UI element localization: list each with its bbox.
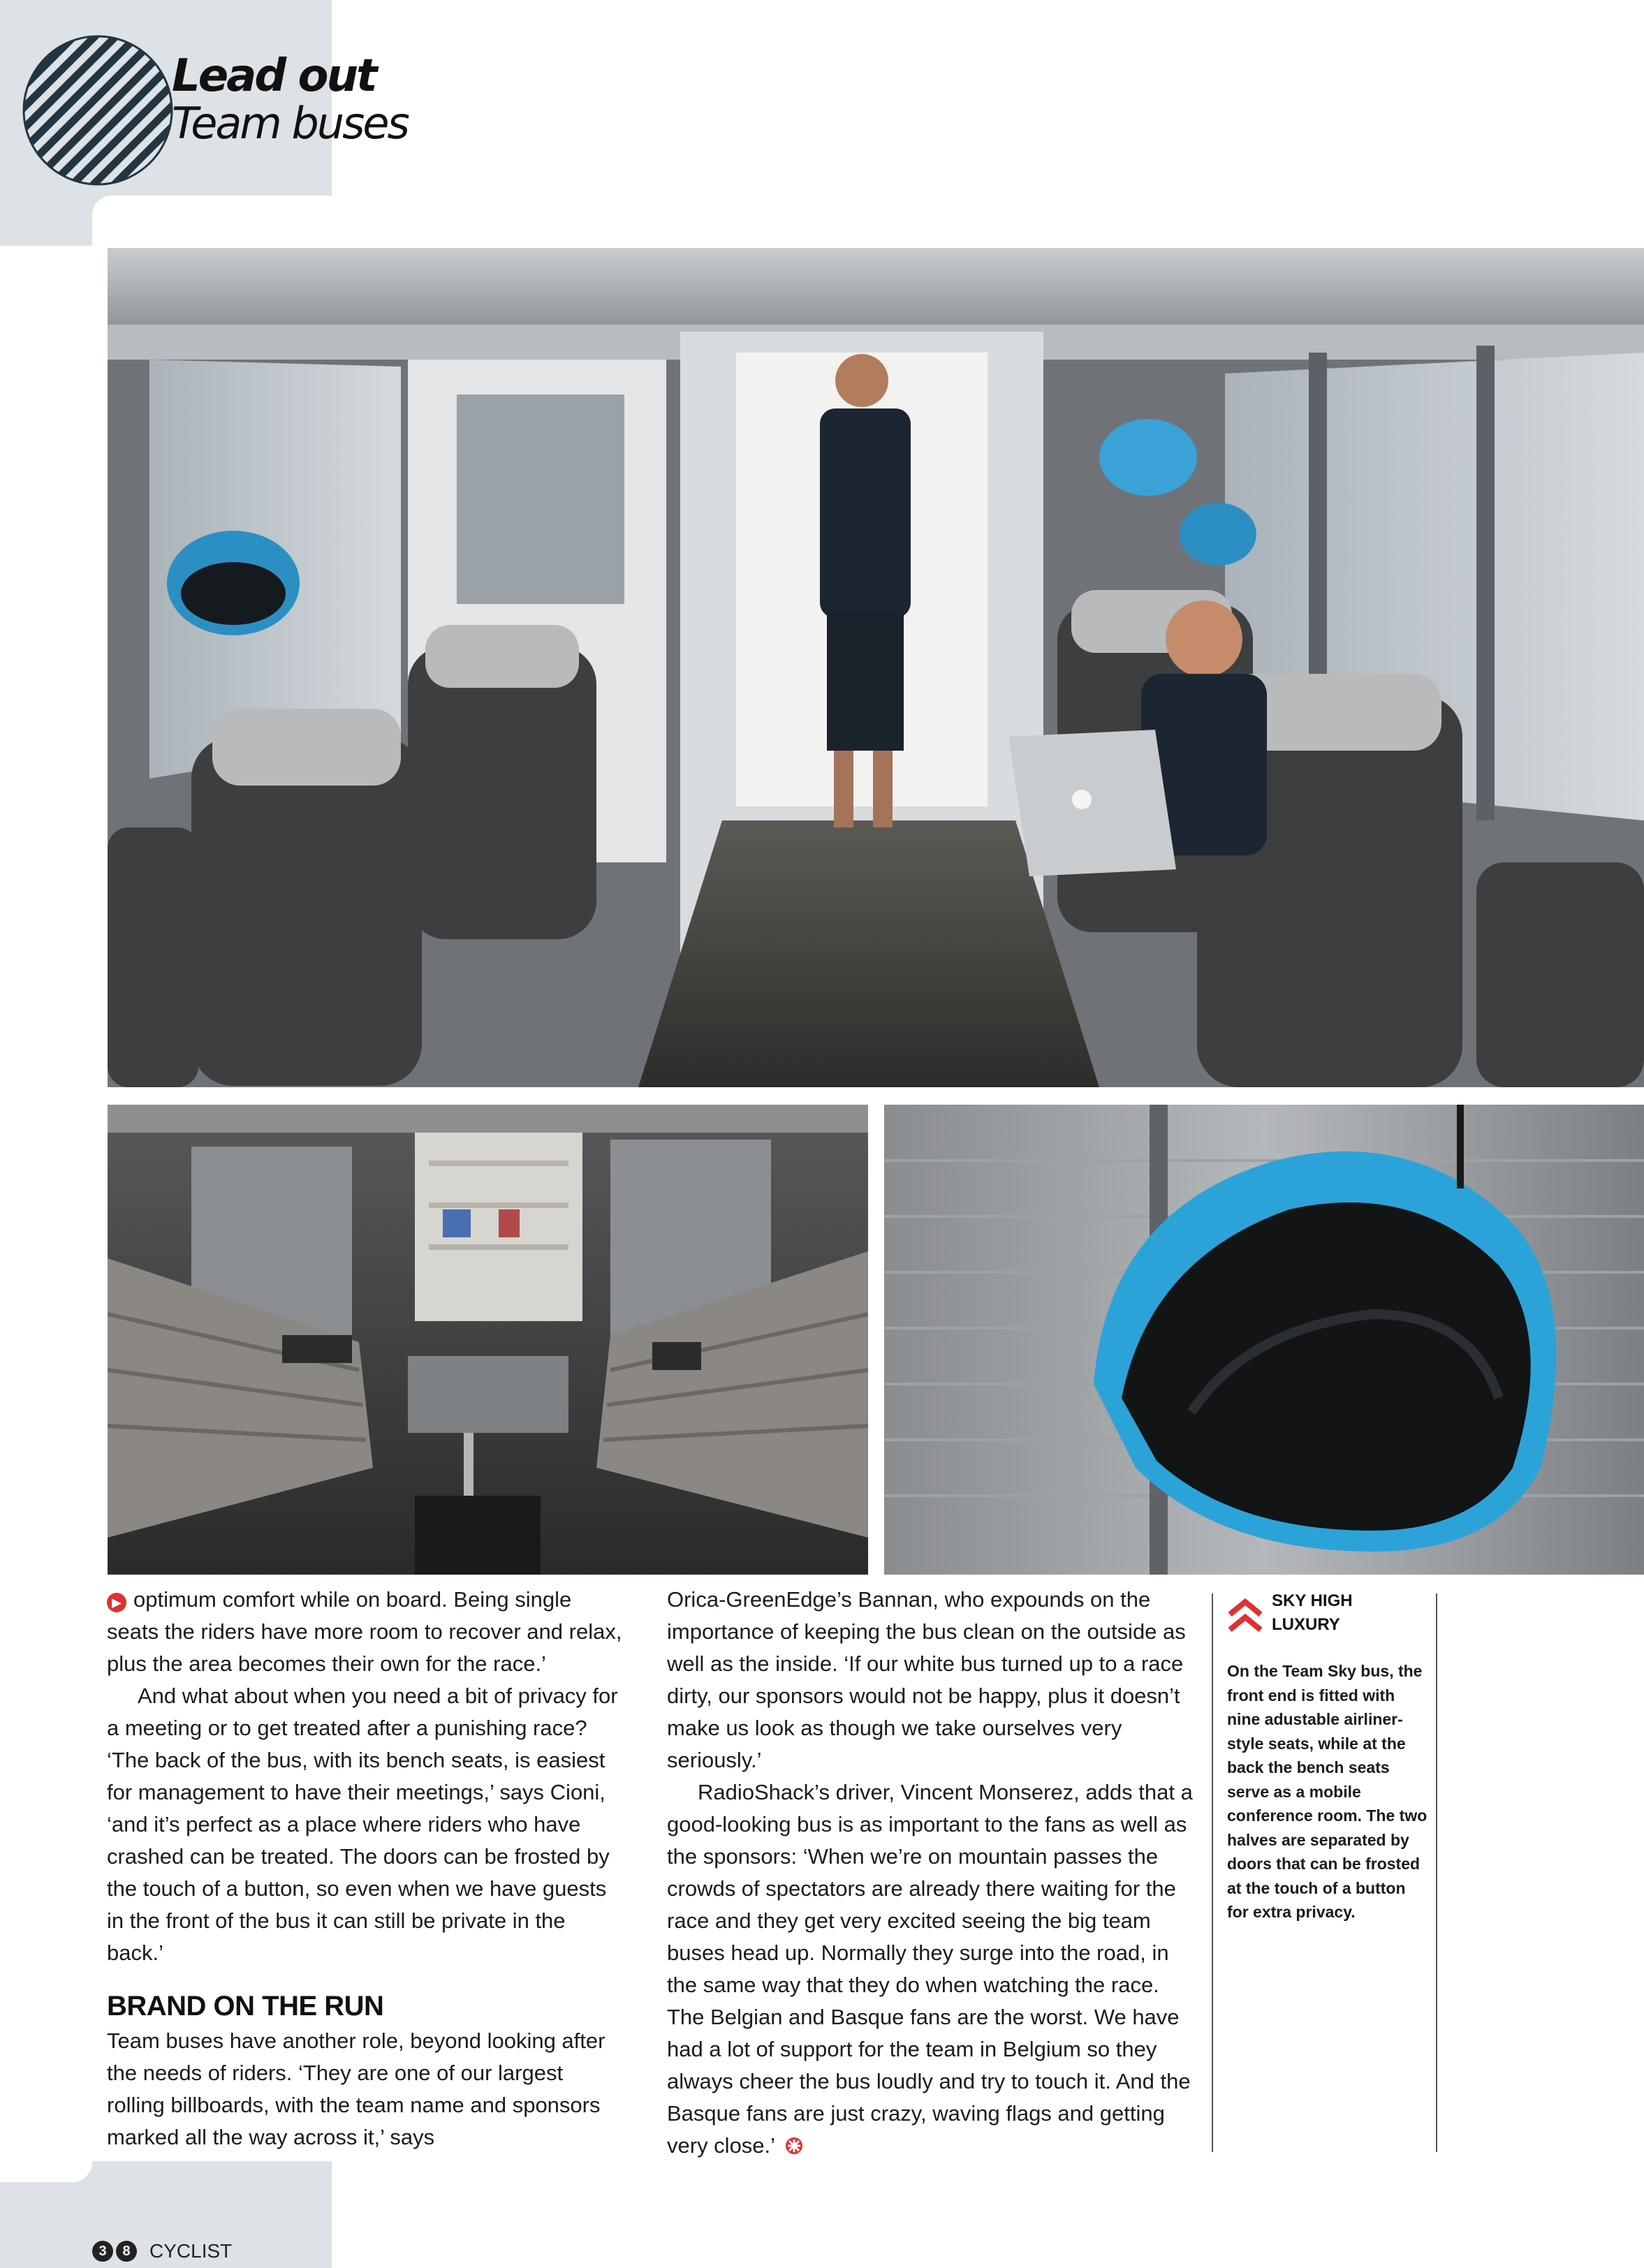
- page-folio: [92, 2240, 232, 2262]
- article-paragraph: And what about when you need a bit of privacy for a meeting or to get treated after a punishing race? ‘The back of the bus, with its bench seats, is easiest for management to have their meetings,’ says Cioni, ‘and it’s perfect as a place where riders who have crashed can be treated. The doors can be frosted by the touch of a button, so even when we have guests in the front of the bus it can still be private in the back.’: [107, 1684, 618, 1965]
- main-photo: [108, 248, 1644, 1087]
- sidebar-heading: [1227, 1589, 1430, 1645]
- article-column-2: [667, 1584, 1198, 2162]
- article-paragraph: [667, 1776, 1198, 2162]
- sidebar-divider: [1212, 1593, 1213, 2152]
- section-title: Team buses: [172, 98, 408, 149]
- article-subhead: BRAND ON THE RUN: [107, 1991, 384, 2022]
- article-text: RadioShack’s driver, Vincent Monserez, adds that a good-looking bus is as important to the fans as well as the sponsors: ‘When we’re on mountain passes the crowds of spectators are already there waiting for the race and they get very excited seeing the big team buses head up. Normally they surge into the road, in the same way that they do when watching the race. The Belgian and Basque fans are the worst. We have had a lot of support for the team in Belgium so they always cheer the bus loudly and try to touch it. And the Basque fans are just crazy, waving flags and getting very close.’: [667, 1780, 1193, 2158]
- sidebar-body: On the Team Sky bus, the front end is fitted with nine adustable airliner-style seats, while at the back the bench seats serve as a mobile conference room. The two halves are separated by doors that can be frosted at the touch of a button for extra privacy.: [1227, 1662, 1428, 1921]
- sidebar-box: [1227, 1589, 1430, 1924]
- footer-tab-notch: [0, 2161, 92, 2182]
- section-kicker: Lead out: [172, 50, 376, 102]
- lounge-photo: [108, 1105, 868, 1575]
- magazine-name: CYCLIST: [149, 2240, 233, 2262]
- chevron-up-icon: [1227, 1596, 1263, 1635]
- article-paragraph: Orica-GreenEdge’s Bannan, who expounds on the importance of keeping the bus clean on the outside as well as the inside. ‘If our white bus turned up to a race dirty, our sponsors would not be happy, plus it doesn’t make us look as though we take ourselves very seriously.’: [667, 1587, 1186, 1772]
- continued-marker-icon: ▶: [107, 1593, 126, 1612]
- article-paragraph: [107, 1584, 624, 1680]
- helmet-photo: [884, 1105, 1644, 1575]
- article-paragraph: Team buses have another role, beyond looking after the needs of riders. ‘They are one of our largest rolling billboards, with the team name and sponsors marked all the way across it,’ says: [107, 2028, 606, 2149]
- sidebar-divider: [1436, 1593, 1437, 2152]
- sidebar-heading-line: SKY HIGH: [1272, 1591, 1353, 1610]
- page-number-digit: 8: [116, 2241, 137, 2262]
- header-tab-notch: [92, 196, 332, 251]
- article-text: optimum comfort while on board. Being single seats the riders have more room to recover and relax, plus the area becomes their own for the race.’: [107, 1587, 622, 1676]
- end-mark-icon: [785, 2137, 803, 2155]
- section-logo-icon: [21, 34, 175, 187]
- page-number-digit: 3: [92, 2241, 113, 2262]
- sidebar-heading-line: LUXURY: [1272, 1615, 1340, 1634]
- article-column-1: [107, 1584, 624, 2153]
